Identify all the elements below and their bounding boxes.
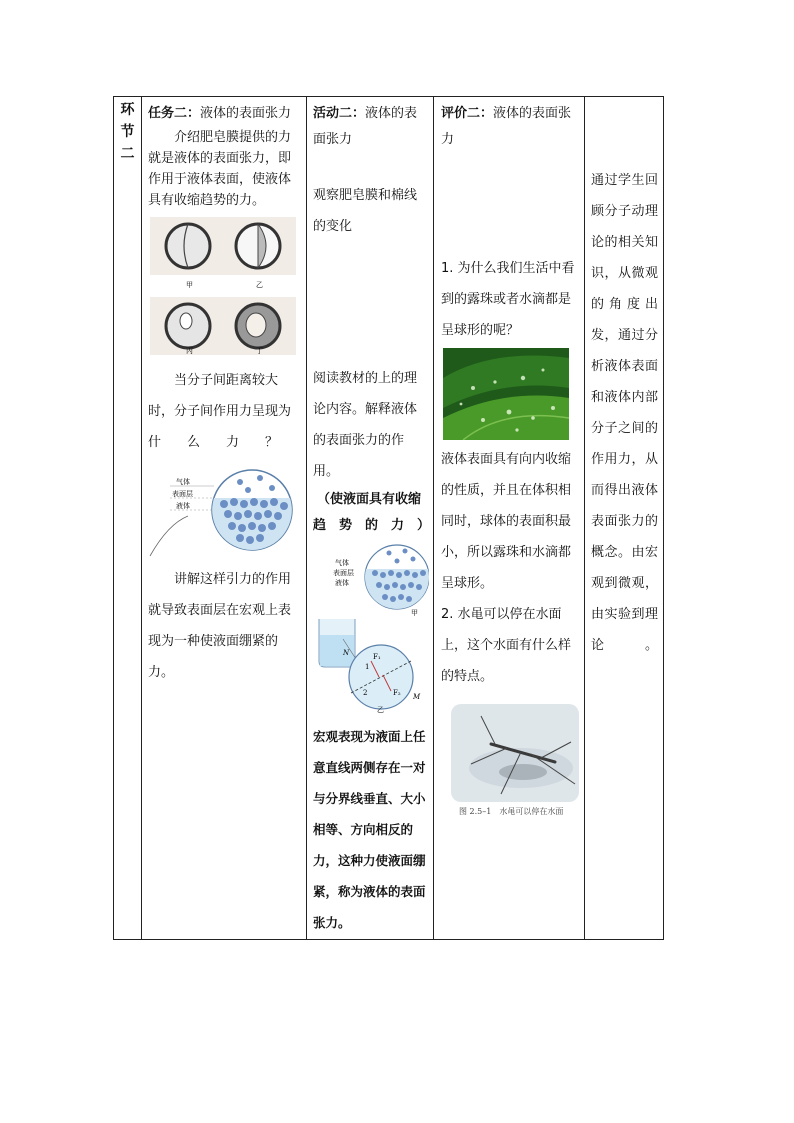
intent-cell — [585, 97, 664, 940]
label-jia: 甲 — [186, 281, 193, 289]
evaluation-question-1: 1. 为什么我们生活中看到的露珠或者水滴都是呈球形的呢？ — [441, 261, 575, 338]
soap-film-figure — [150, 217, 296, 357]
loop-ding — [246, 313, 266, 337]
evaluation-heading — [441, 101, 579, 153]
label-surface: 表面层 — [172, 490, 193, 498]
surface-layer-figure — [148, 464, 298, 560]
surface-tension-figure — [313, 543, 429, 713]
fig3-label-yi: 乙 — [377, 706, 384, 713]
question-line-1: 当分子间距离较大 — [174, 373, 279, 388]
fig3-label-jia: 甲 — [411, 609, 418, 617]
question-line-2: 时，分子间作用力呈现为 — [148, 404, 292, 419]
label-bing: 丙 — [186, 347, 193, 355]
task-cell — [142, 97, 307, 940]
label-gas: 气体 — [176, 478, 190, 486]
fig3-label-2: 2 — [363, 689, 368, 697]
fig3-label-m: M — [413, 693, 421, 701]
fig3-label-liquid: 液体 — [335, 579, 349, 587]
evaluation-cell — [434, 97, 585, 940]
activity-cell — [307, 97, 434, 940]
water-strider-image — [451, 704, 579, 804]
dewdrop-leaf-image — [443, 348, 569, 440]
fig3-label-f1: F₁ — [373, 653, 381, 661]
label-ding: 丁 — [256, 347, 263, 355]
activity-paren-2: 趋 势 的 力 ） — [313, 518, 431, 533]
fig3-label-f2: F₂ — [393, 689, 401, 697]
fig3-label-surface: 表面层 — [333, 569, 354, 577]
evaluation-answer-1: 液体表面具有向内收缩的性质，并且在体积相同时，球体的表面积最小，所以露珠和水滴都呈球形。 — [441, 452, 572, 591]
activity-heading — [313, 101, 429, 153]
ring-jia — [166, 224, 210, 268]
task-intro: 介绍肥皂膜提供的力就是液体的表面张力，即作用于液体表面，使液体具有收缩趋势的力。 — [148, 130, 292, 208]
task-heading — [148, 101, 301, 127]
activity-read: 阅读教材的上的理论内容。解释液体的表面张力的作用。 — [313, 371, 418, 479]
activity-heading-text: 液体的表面张力 — [313, 106, 418, 147]
label-yi: 乙 — [256, 281, 263, 289]
fig3-label-gas: 气体 — [335, 559, 349, 567]
zoom-circle-bottom — [349, 645, 413, 709]
activity-macro: 宏观表现为液面上任意直线两侧存在一对与分界线垂直、大小相等、方向相反的力，这种力使液面绷紧，称为液体的表面张力。 — [313, 729, 426, 930]
intent-text: 通过学生回顾分子动理论的相关知识，从微观的角度出发，通过分析液体表面和液体内部分子之间的作用力，从而得出液体表面张力的概念。由宏观到微观，由实验到理论。 — [591, 173, 658, 653]
phase-cell — [114, 97, 142, 940]
task-heading-text: 液体的表面张力 — [200, 106, 292, 121]
task-explain: 讲解这样引力的作用就导致表面层在宏观上表现为一种使液面绷紧的力。 — [148, 572, 292, 680]
evaluation-heading-label: 评价二： — [441, 106, 494, 121]
evaluation-heading-text: 液体的表面张力 — [441, 106, 572, 147]
activity-observe: 观察肥皂膜和棉线的变化 — [313, 188, 418, 234]
table-row — [114, 97, 664, 940]
task-question — [148, 365, 301, 458]
task-heading-label: 任务二： — [148, 106, 201, 121]
fig3-label-n: N — [343, 649, 350, 657]
phase-label: 环节二 — [120, 102, 135, 162]
lesson-plan-table — [113, 96, 664, 940]
loop-bing — [180, 313, 192, 329]
label-liquid: 液体 — [176, 502, 190, 510]
activity-paren-1: （使液面具有收缩 — [317, 492, 422, 507]
water-strider-caption: 图 2.5–1 水黾可以停在水面 — [459, 807, 564, 816]
pointer-line — [150, 516, 188, 556]
evaluation-question-2: 2. 水黾可以停在水面上，这个水面有什么样的特点。 — [441, 607, 572, 684]
activity-heading-label: 活动二： — [313, 106, 366, 121]
question-line-3: 什 么 力 ？ — [148, 435, 279, 450]
fig3-label-1: 1 — [365, 663, 370, 671]
